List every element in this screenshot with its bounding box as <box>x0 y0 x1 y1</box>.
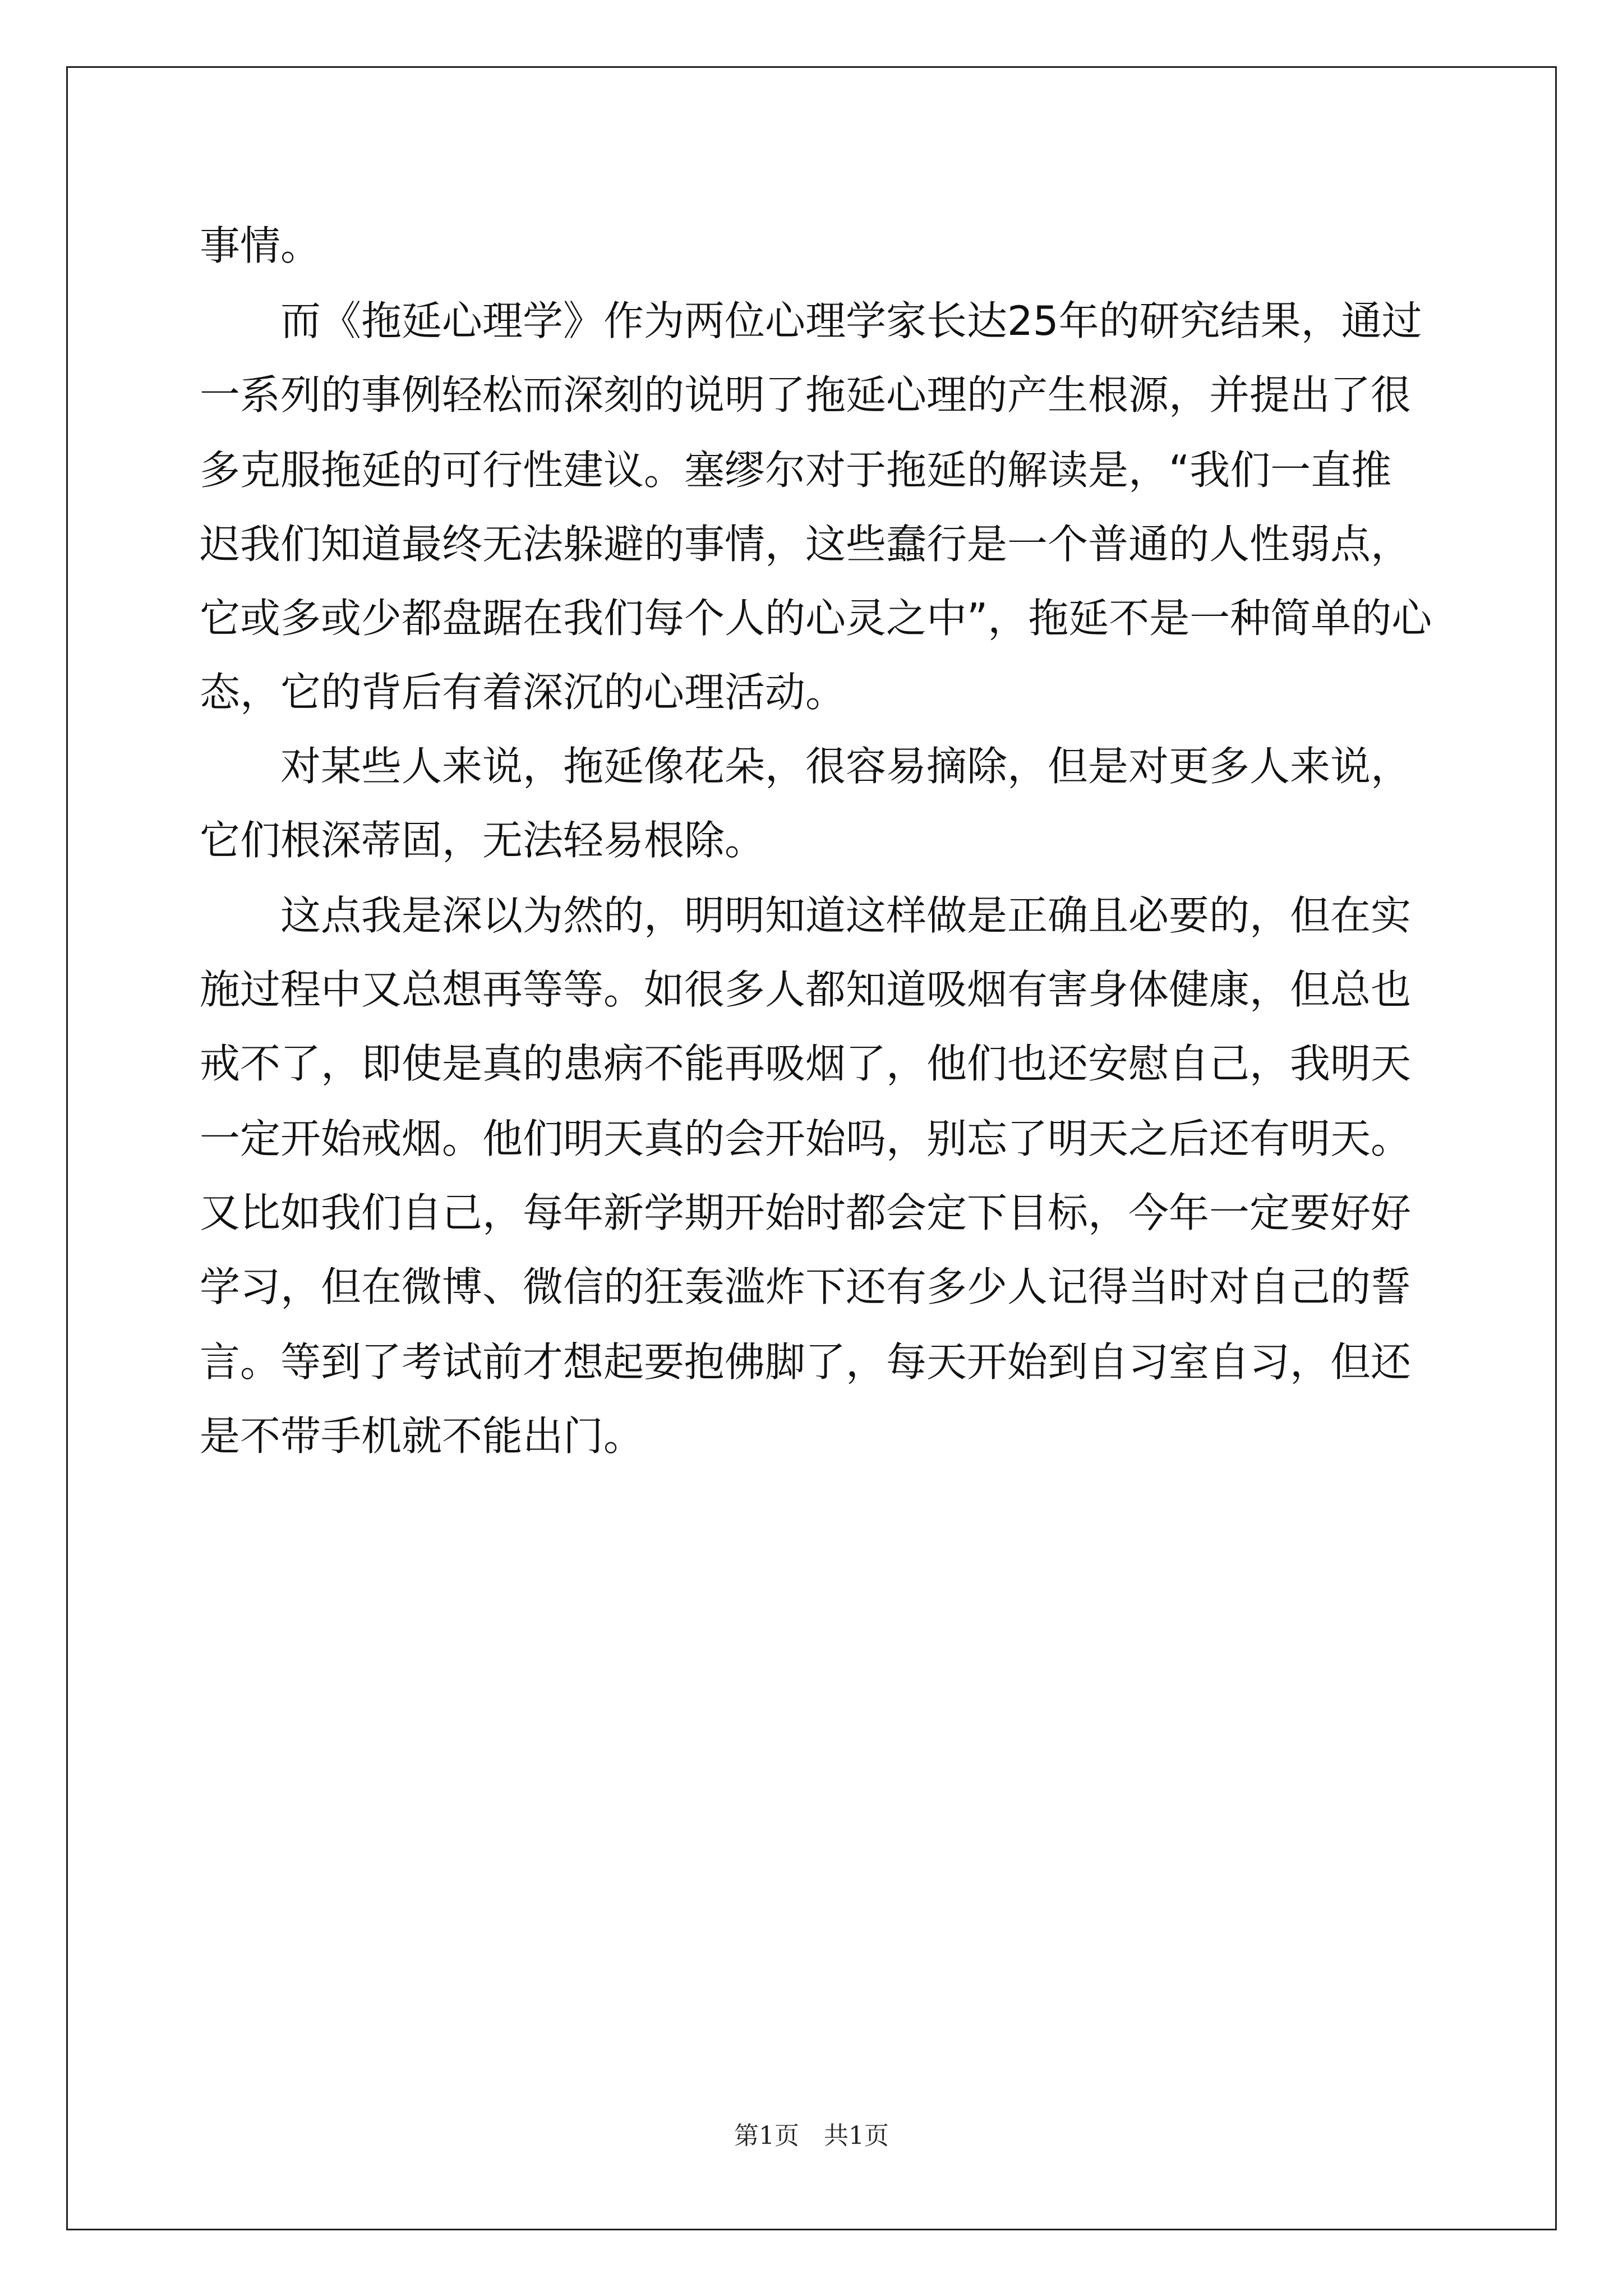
document-body <box>200 0 1433 2296</box>
text-line: 一系列的事例轻松而深刻的说明了拖延心理的产生根源，并提出了很 <box>200 371 1412 418</box>
text-line: 事情。 <box>200 222 321 269</box>
text-line: 言。等到了考试前才想起要抱佛脚了，每天开始到自习室自习，但还 <box>200 1338 1412 1386</box>
text-line: 戒不了，即使是真的患病不能再吸烟了，他们也还安慰自己，我明天 <box>200 1040 1412 1087</box>
page-number-footer: 第1页 共1页 <box>734 2122 889 2150</box>
text-line: 迟我们知道最终无法躲避的事情，这些蠢行是一个普通的人性弱点， <box>200 521 1412 568</box>
paragraph-first-line: 而《拖延心理学》作为两位心理学家长达25年的研究结果，通过 <box>280 297 1422 344</box>
text-line: 它或多或少都盘踞在我们每个人的心灵之中”，拖延不是一种简单的心 <box>200 595 1432 642</box>
text-line: 态，它的背后有着深沉的心理活动。 <box>200 669 846 716</box>
paragraph-first-line: 对某些人来说，拖延像花朵，很容易摘除，但是对更多人来说， <box>280 743 1412 790</box>
text-line: 一定开始戒烟。他们明天真的会开始吗，别忘了明天之后还有明天。 <box>200 1115 1412 1162</box>
text-line: 又比如我们自己，每年新学期开始时都会定下目标，今年一定要好好 <box>200 1189 1412 1236</box>
text-line: 学习，但在微博、微信的狂轰滥炸下还有多少人记得当时对自己的誓 <box>200 1263 1412 1310</box>
text-line: 它们根深蒂固，无法轻易根除。 <box>200 817 766 864</box>
text-line: 是不带手机就不能出门。 <box>200 1412 644 1460</box>
text-line: 多克服拖延的可行性建议。塞缪尔对于拖延的解读是，“我们一直推 <box>200 447 1392 494</box>
text-line: 施过程中又总想再等等。如很多人都知道吸烟有害身体健康，但总也 <box>200 966 1412 1013</box>
paragraph-first-line: 这点我是深以为然的，明明知道这样做是正确且必要的，但在实 <box>280 892 1412 939</box>
